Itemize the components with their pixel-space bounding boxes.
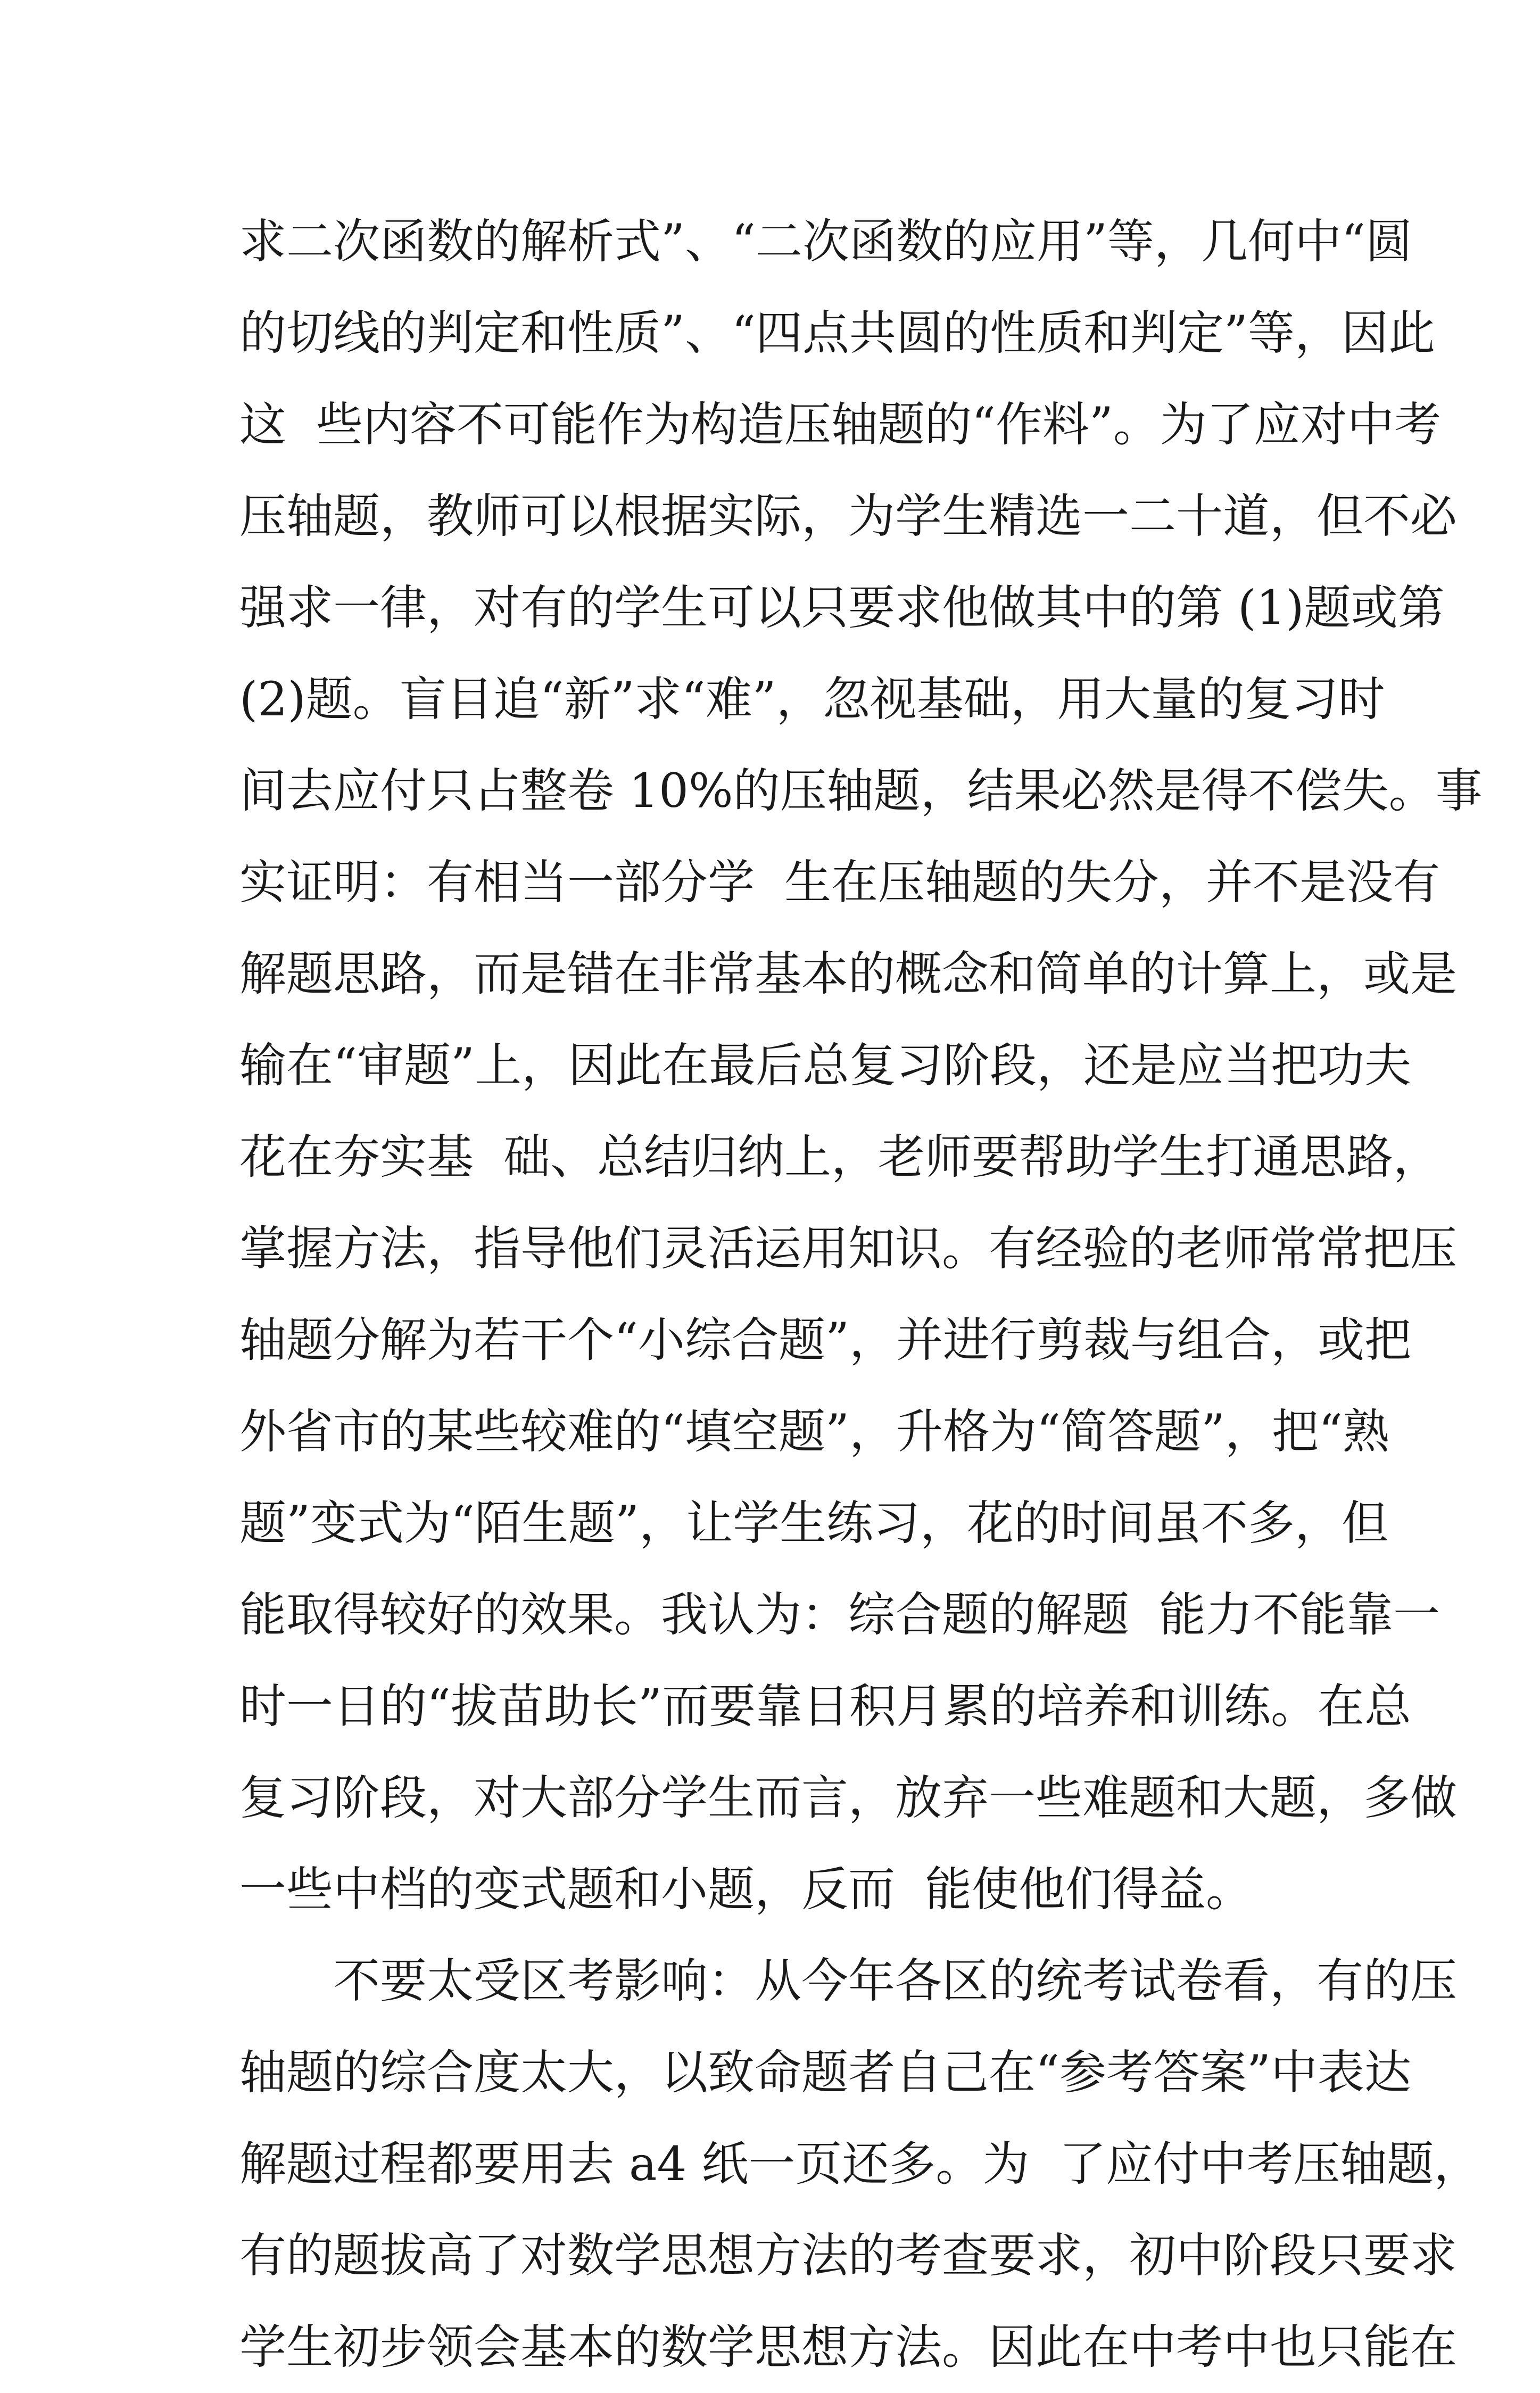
text-line: 实证明：有相当一部分学 生在压轴题的失分，并不是没有 — [239, 855, 1440, 910]
text-line: 能取得较好的效果。我认为：综合题的解题 能力不能靠一 — [239, 1587, 1440, 1642]
text-line: (2)题。盲目追“新”求“难”，忽视基础，用大量的复习时 — [239, 672, 1385, 727]
text-line: 花在夯实基 础、总结归纳上，老师要帮助学生打通思路， — [239, 1129, 1440, 1184]
text-line: 学生初步领会基本的数学思想方法。因此在中考中也只能在 — [239, 2320, 1458, 2374]
text-line: 掌握方法，指导他们灵活运用知识。有经验的老师常常把压 — [239, 1221, 1458, 1276]
text-line: 输在“审题”上，因此在最后总复习阶段，还是应当把功夫 — [239, 1038, 1411, 1093]
text-line: 解题思路，而是错在非常基本的概念和简单的计算上，或是 — [239, 946, 1458, 1001]
text-line: 轴题的综合度太大，以致命题者自己在“参考答案”中表达 — [239, 2045, 1411, 2100]
text-line: 一些中档的变式题和小题，反而 能使他们得益。 — [239, 1862, 1253, 1917]
text-line: 强求一律，对有的学生可以只要求他做其中的第 (1)题或第 — [239, 580, 1445, 635]
text-line: 解题过程都要用去 a4 纸一页还多。为 了应付中考压轴题， — [239, 2136, 1481, 2191]
text-line: 的切线的判定和性质”、“四点共圆的性质和判定”等，因此 — [239, 306, 1435, 360]
text-line: 间去应付只占整卷 10%的压轴题，结果必然是得不偿失。事 — [239, 763, 1483, 818]
paragraph-start-line: 不要太受区考影响：从今年各区的统考试卷看，有的压 — [333, 1953, 1458, 2008]
text-line: 有的题拔高了对数学思想方法的考查要求，初中阶段只要求 — [239, 2228, 1458, 2283]
text-line: 轴题分解为若干个“小综合题”，并进行剪裁与组合，或把 — [239, 1313, 1411, 1367]
text-line: 外省市的某些较难的“填空题”，升格为“简答题”，把“熟 — [239, 1404, 1389, 1459]
text-line: 时一日的“拔苗助长”而要靠日积月累的培养和训练。在总 — [239, 1679, 1411, 1734]
text-line: 压轴题，教师可以根据实际，为学生精选一二十道，但不必 — [239, 489, 1458, 543]
text-line: 这 些内容不可能作为构造压轴题的“作料”。为了应对中考 — [239, 397, 1441, 452]
text-line: 复习阶段，对大部分学生而言，放弃一些难题和大题，多做 — [239, 1770, 1458, 1825]
text-line: 题”变式为“陌生题”，让学生练习，花的时间虽不多，但 — [239, 1496, 1388, 1550]
document-body — [239, 196, 1483, 2393]
text-line: 求二次函数的解析式”、“二次函数的应用”等，几何中“圆 — [239, 214, 1412, 269]
